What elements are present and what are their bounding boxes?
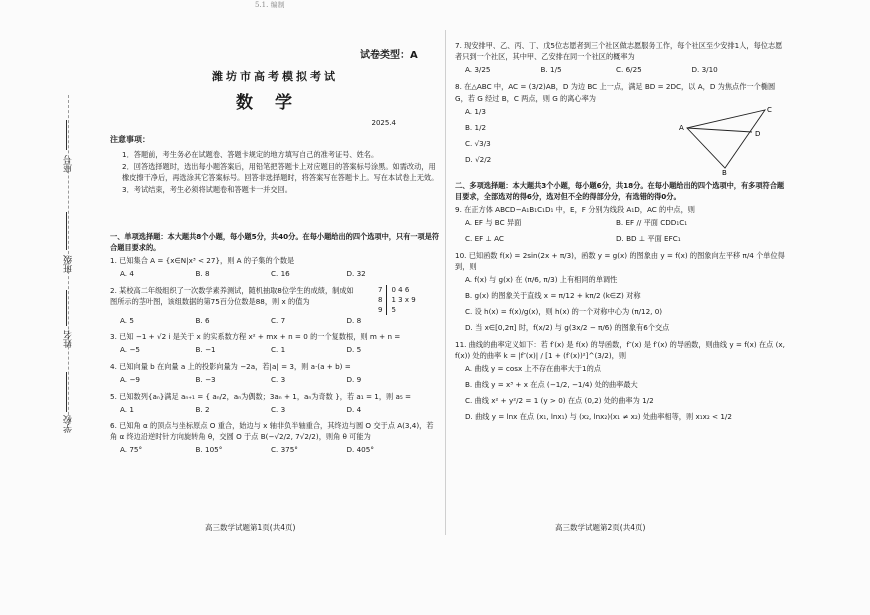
binding-strip <box>0 0 100 615</box>
option: D. 当 x∈[0,2π] 时，f(x/2) 与 g(3x/2 − π/6) 的图象有6个交点 <box>465 323 670 333</box>
question-8-options <box>455 106 675 174</box>
option: C. EF ⊥ AC <box>465 234 504 244</box>
leaf-values: 1 3 x 9 <box>391 295 416 304</box>
exam-title: 潍坊市高考模拟考试 <box>212 70 338 83</box>
option: A. f(x) 与 g(x) 在 (π/6, π/3) 上有相同的单调性 <box>465 274 618 284</box>
vertex-label-a: A <box>679 123 684 132</box>
question-5-options <box>110 404 440 415</box>
section-1-title: 一、单项选择题：本大题共8个小题，每小题5分，共40分。在每小题给出的四个选项中，只有一项是符合题目要求的。 <box>110 232 440 253</box>
option: D. 9 <box>346 374 362 384</box>
stem-value: 7 <box>374 285 387 295</box>
section-1 <box>110 231 440 461</box>
question-3: 3. 已知 −1 + √2 i 是关于 x 的实系数方程 x² + mx + n = 0 的一个复数根，则 m + n = <box>110 332 401 342</box>
option: A. −9 <box>120 374 140 384</box>
point-label-d: D <box>755 129 761 138</box>
segment-ad <box>687 128 752 132</box>
exam-date: 2025.4 <box>371 119 396 127</box>
option: D. 曲线 y = lnx 在点 (x₁, lnx₁) 与 (x₂, lnx₂)(x₁ ≠ x₂) 处曲率相等，则 x₁x₂ < 1/2 <box>465 412 732 422</box>
leaf-values: 5 <box>391 305 396 314</box>
option: B. 1/2 <box>465 122 487 132</box>
question-8-body <box>455 106 785 176</box>
section-2-title: 二、多项选择题：本大题共3个小题，每小题6分，共18分。在每小题给出的四个选项中，有多项符合题目要求，全部选对的得6分，选对但不全的得部分分，有选错的得0分。 <box>455 180 785 201</box>
option: A. −5 <box>120 345 140 355</box>
option: D. 3/10 <box>691 65 718 75</box>
stem-value: 9 <box>374 305 387 315</box>
option: A. 1/3 <box>465 106 486 116</box>
stem-value: 8 <box>374 295 387 305</box>
option: B. 8 <box>195 269 210 279</box>
notice-item: 2．回答选择题时，选出每小题答案后，用铅笔把答题卡上对应题目的答案标号涂黑。如需改动，用橡皮擦干净后，再选涂其它答案标号。回答非选择题时，将答案写在答题卡上。写在本试卷上无效。 <box>122 162 439 183</box>
class-underline <box>66 212 67 250</box>
option: D. 8 <box>346 316 362 326</box>
option: C. 曲线 x² + y²/2 = 1 (y > 0) 在点 (0,2) 处的曲率为 1/2 <box>465 396 654 406</box>
triangle-diagram <box>675 106 775 176</box>
notice-list <box>122 149 440 197</box>
question-4: 4. 已知向量 b 在向量 a 上的投影向量为 −2a，若|a| = 3，则 a·(a + b) = <box>110 361 351 371</box>
option: C. 6/25 <box>616 65 642 75</box>
option: C. 1 <box>271 345 286 355</box>
option: C. 16 <box>271 269 290 279</box>
subject-title: 数学 <box>236 93 314 113</box>
option: C. 7 <box>271 316 286 326</box>
option: A. 5 <box>120 316 134 326</box>
page-divider <box>445 30 446 535</box>
option: B. 105° <box>195 445 223 455</box>
seat-label: 座号 <box>64 155 74 173</box>
option: C. 375° <box>271 445 298 455</box>
question-7-options <box>455 64 785 75</box>
vertex-label-c: C <box>767 105 772 114</box>
option: D. 405° <box>346 445 374 455</box>
school-underline <box>66 372 67 412</box>
question-11-options <box>455 363 785 423</box>
question-10-options <box>455 274 785 334</box>
option: A. 3/25 <box>465 65 491 75</box>
question-5: 5. 已知数列{aₙ}满足 aₙ₊₁ = { aₙ/2，aₙ为偶数；3aₙ + 1，aₙ为奇数 }，若 a₁ = 1，则 a₅ = <box>110 391 412 401</box>
school-label: 学校 <box>64 415 74 433</box>
question-3-options <box>110 344 440 355</box>
seat-underline <box>66 120 67 150</box>
option: C. 设 h(x) = f(x)/g(x)，则 h(x) 的一个对称中心为 (π/12, 0) <box>465 307 663 317</box>
question-9-options-2 <box>455 233 785 244</box>
option: B. 2 <box>195 404 210 414</box>
name-label: 姓名 <box>64 330 74 348</box>
option: B. EF // 平面 CDD₁C₁ <box>616 218 688 228</box>
option: B. 6 <box>195 316 210 326</box>
stem-leaf-row <box>374 285 420 295</box>
exam-type: 试卷类型：A <box>360 50 418 61</box>
question-10: 10. 已知函数 f(x) = 2sin(2x + π/3)，函数 y = g(x) 的图象由 y = f(x) 的图象向左平移 π/4 个单位得到，则 <box>455 250 785 271</box>
notice-item: 1．答题前，考生务必在试题卷、答题卡规定的地方填写自己的准考证号、姓名。 <box>122 150 379 159</box>
question-2: 2. 某校高二年级组织了一次数学素养测试，随机抽取8位学生的成绩，制成如图所示的茎叶图，该组数据的第75百分位数是88，则 x 的值为 <box>110 285 354 306</box>
option: A. 曲线 y = cosx 上不存在曲率大于1的点 <box>465 363 601 373</box>
question-2-wrap <box>110 285 440 315</box>
footer-left: 高三数学试题第1页(共4页) <box>205 523 296 532</box>
option: C. 3 <box>271 374 286 384</box>
question-9-options <box>455 217 785 228</box>
option: B. 曲线 y = x³ + x 在点 (−1/2, −1/4) 处的曲率最大 <box>465 379 638 389</box>
option: B. 1/5 <box>540 65 562 75</box>
question-9: 9. 在正方体 ABCD−A₁B₁C₁D₁ 中，E，F 分别为线段 A₁D，AC 的中点，则 <box>455 205 695 215</box>
option: A. 4 <box>120 269 134 279</box>
option: C. √3/3 <box>465 139 491 149</box>
option: B. −1 <box>195 345 216 355</box>
option: B. −3 <box>195 374 216 384</box>
option: D. 4 <box>346 404 362 414</box>
question-1-options <box>110 268 440 279</box>
notice-title: 注意事项： <box>110 135 150 144</box>
option: C. 3 <box>271 404 286 414</box>
section-1-continued <box>455 40 785 427</box>
option: B. g(x) 的图象关于直线 x = π/12 + kπ/2 (k∈Z) 对称 <box>465 291 641 301</box>
question-4-options <box>110 374 440 385</box>
option: D. BD ⊥ 平面 EFC₁ <box>616 234 681 244</box>
footer-right: 高三数学试题第2页(共4页) <box>555 523 646 532</box>
vertex-label-b: B <box>722 168 727 176</box>
option: A. EF 与 BC 异面 <box>465 218 522 228</box>
triangle-abc <box>687 110 765 168</box>
top-cut-text: 5.1. 编制 <box>255 1 285 9</box>
class-label: 班级 <box>64 255 74 273</box>
stem-leaf-row <box>374 305 420 315</box>
stem-leaf-row <box>374 295 420 305</box>
question-6-options <box>110 444 440 455</box>
option: A. 1 <box>120 404 134 414</box>
option: A. 75° <box>120 445 143 455</box>
option: D. 5 <box>346 345 362 355</box>
question-11: 11. 曲线的曲率定义如下：若 f′(x) 是 f(x) 的导函数，f″(x) 是 f′(x) 的导函数，则曲线 y = f(x) 在点 (x, f(x)) 处的曲率 k = |f″(x)| / [1 + (f′(x))²]^(3/2)，则 <box>455 339 785 360</box>
name-underline <box>66 290 67 326</box>
question-6: 6. 已知角 α 的顶点与坐标原点 O 重合，始边与 x 轴非负半轴重合，其终边与圆 O 交于点 A(3,4)，若角 α 终边沿逆时针方向旋转角 θ，交圆 O 于点 B(−√2/2, 7√2/2)，则角 θ 可能为 <box>110 421 434 442</box>
question-8: 8. 在△ABC 中，AC = (3/2)AB，D 为边 BC 上一点，满足 BD = 2DC，以 A，D 为焦点作一个椭圆 G，若 G 经过 B，C 两点，则 G 的离心率为 <box>455 82 776 103</box>
question-7: 7. 现安排甲、乙、丙、丁、戊5位志愿者到三个社区做志愿服务工作，每个社区至少安排1人，每位志愿者只到一个社区，其中甲、乙安排在同一个社区的概率为 <box>455 41 783 62</box>
notice-item: 3．考试结束，考生必须将试题卷和答题卡一并交回。 <box>122 185 292 195</box>
option: D. √2/2 <box>465 155 492 165</box>
option: D. 32 <box>346 269 366 279</box>
question-2-options <box>110 315 440 326</box>
leaf-values: 0 4 6 <box>391 285 410 294</box>
question-1: 1. 已知集合 A = {x∈N|x³ < 27}，则 A 的子集的个数是 <box>110 256 295 266</box>
stem-leaf-plot <box>374 285 420 315</box>
